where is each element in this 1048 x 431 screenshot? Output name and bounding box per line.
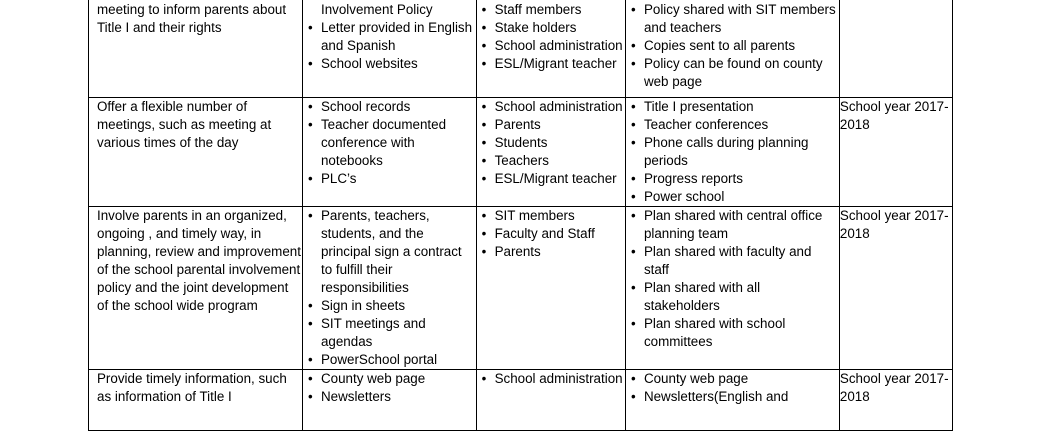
list-item: • School websites (311, 55, 476, 73)
evidence-cell (302, 0, 476, 98)
timeline-cell (839, 0, 952, 98)
list-item: • Newsletters (311, 388, 476, 406)
parent-involvement-table (88, 0, 953, 431)
list-item: • Plan shared with central office planning team (634, 207, 839, 243)
list-item: • Teacher documented conference with notebooks (311, 116, 476, 170)
list-item: • Sign in sheets (311, 297, 476, 315)
list-item: • County web page (311, 370, 476, 388)
evidence-cell (302, 98, 476, 207)
involved-list (485, 207, 625, 261)
timeline-cell: School year 2017-2018 (839, 207, 952, 370)
activity-cell: Provide timely information, such as information of Title I (89, 370, 303, 431)
timeline-cell: School year 2017-2018 (839, 98, 952, 207)
list-item: • County web page (634, 370, 839, 388)
list-item: • Phone calls during planning periods (634, 134, 839, 170)
outcomes-list (634, 207, 839, 351)
list-item: • Progress reports (634, 170, 839, 188)
list-item: • School administration (485, 370, 625, 388)
list-item: • Parents (485, 243, 625, 261)
involved-cell (476, 207, 625, 370)
list-item: • Parents, teachers, students, and the principal sign a contract to fulfill their responsibilities (311, 207, 476, 297)
list-item: • School administration (485, 98, 625, 116)
list-item: • Teacher conferences (634, 116, 839, 134)
table-row (89, 207, 953, 370)
list-item: • Stake holders (485, 19, 625, 37)
evidence-cell (302, 370, 476, 431)
list-item: • Faculty and Staff (485, 225, 625, 243)
evidence-list (311, 0, 476, 73)
evidence-list (311, 370, 476, 406)
table-row (89, 370, 953, 431)
table-row (89, 0, 953, 98)
involved-list (485, 0, 625, 73)
involved-cell (476, 370, 625, 431)
list-item: • Newsletters(English and (634, 388, 839, 406)
list-item: • ESL/Migrant teacher (485, 55, 625, 73)
list-item: • PLC’s (311, 170, 476, 188)
list-item: • Letter provided in English and Spanish (311, 19, 476, 55)
involved-cell (476, 98, 625, 207)
list-item: • Plan shared with school committees (634, 315, 839, 351)
list-item: • SIT members (485, 207, 625, 225)
activity-cell: meeting to inform parents about Title I and their rights (89, 0, 303, 98)
list-item: • School administration (485, 37, 625, 55)
outcomes-cell (625, 370, 839, 431)
activity-cell: Involve parents in an organized, ongoing , and timely way, in planning, review and improvement of the school parental involvement policy and the joint development of the school wide program (89, 207, 303, 370)
evidence-cell (302, 207, 476, 370)
list-item: • School records (311, 98, 476, 116)
list-item: • Copies sent to all parents (634, 37, 839, 55)
table-body (89, 0, 953, 431)
involved-list (485, 98, 625, 188)
list-item: • Plan shared with faculty and staff (634, 243, 839, 279)
list-item: • Policy shared with SIT members and teachers (634, 1, 839, 37)
timeline-cell: School year 2017-2018 (839, 370, 952, 431)
list-item: • ESL/Migrant teacher (485, 170, 625, 188)
outcomes-list (634, 98, 839, 206)
table-row (89, 98, 953, 207)
outcomes-list (634, 0, 839, 91)
outcomes-list (634, 370, 839, 406)
list-item: • Power school (634, 188, 839, 206)
list-item: • Parents (485, 116, 625, 134)
list-item: • Plan shared with all stakeholders (634, 279, 839, 315)
evidence-list (311, 98, 476, 188)
evidence-list (311, 207, 476, 369)
list-item: • Students (485, 134, 625, 152)
activity-cell: Offer a flexible number of meetings, such as meeting at various times of the day (89, 98, 303, 207)
list-item: • Staff members (485, 1, 625, 19)
outcomes-cell (625, 0, 839, 98)
involved-list (485, 370, 625, 388)
list-item: • Policy can be found on county web page (634, 55, 839, 91)
outcomes-cell (625, 98, 839, 207)
list-item: • PowerSchool portal (311, 351, 476, 369)
list-item: • Title I presentation (634, 98, 839, 116)
list-item: • Involvement Policy (311, 0, 476, 19)
involved-cell (476, 0, 625, 98)
list-item: • SIT meetings and agendas (311, 315, 476, 351)
list-item: • Teachers (485, 152, 625, 170)
outcomes-cell (625, 207, 839, 370)
